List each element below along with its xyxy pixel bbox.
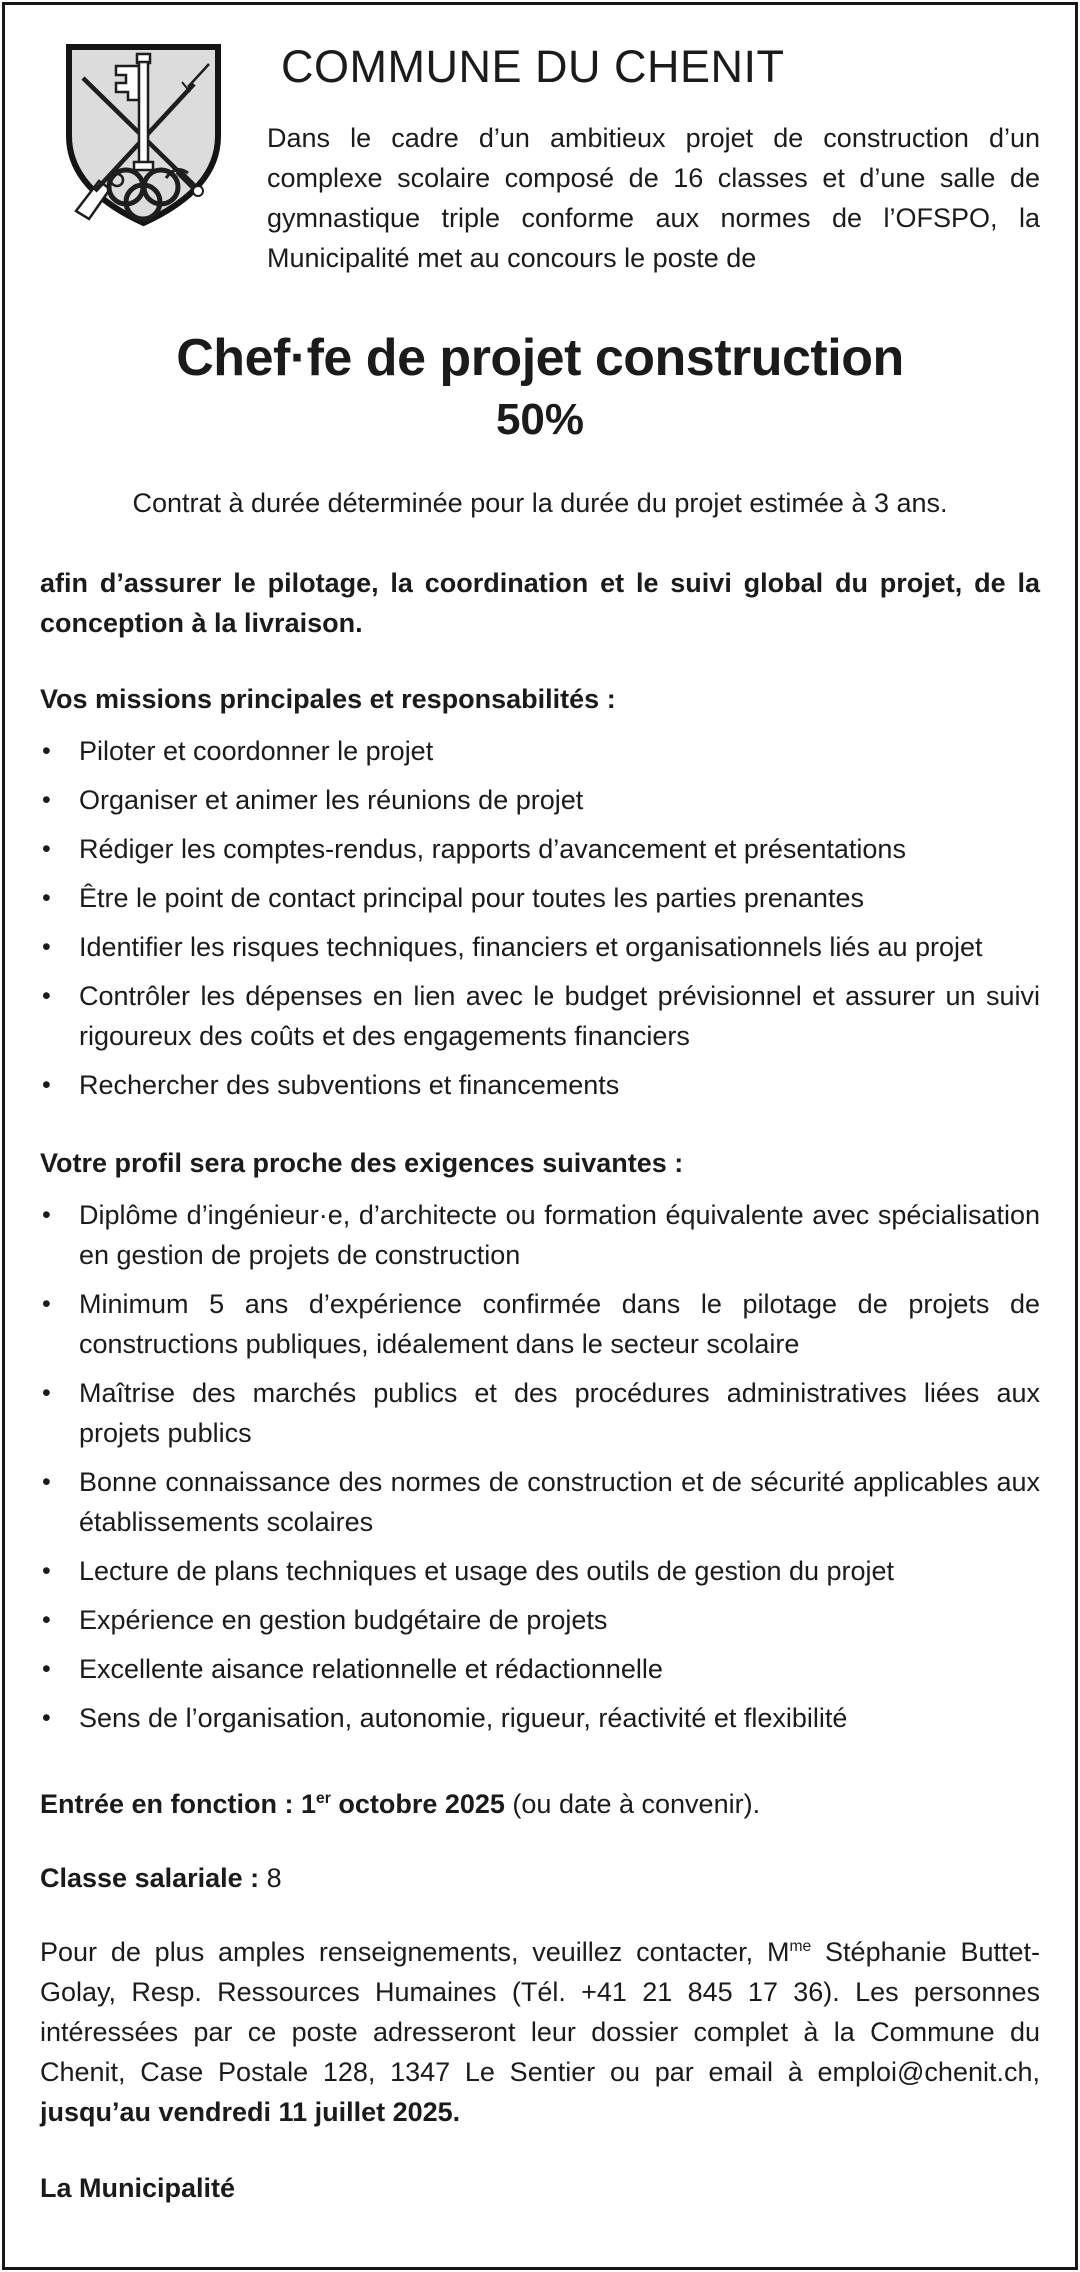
- salary-class-label: Classe salariale :: [40, 1862, 260, 1893]
- profile-item: • Minimum 5 ans d’expérience confirmée dans le pilotage de projets de constructions publiques, idéalement dans le secteur scolaire: [42, 1284, 1040, 1364]
- profile-item: • Bonne connaissance des normes de construction et de sécurité applicables aux établissements scolaires: [42, 1462, 1040, 1542]
- header-text-block: [267, 40, 1040, 278]
- coat-of-arms-icon: [62, 40, 225, 235]
- contact-superscript: me: [789, 1937, 812, 1955]
- application-deadline: jusqu’au vendredi 11 juillet 2025.: [40, 2096, 461, 2127]
- mission-item: • Organiser et animer les réunions de projet: [42, 780, 1040, 820]
- job-title: Chef·fe de projet construction: [176, 328, 904, 387]
- contact-text: Stéphanie Buttet-Golay, Resp. Ressources Humaines (Tél. +41 21 845 17 36). Les personnes intéressées par ce poste adresseront leur dossier complet à la Commune du Chenit, Case Postale 128, 1347 Le Sentier ou par email à emploi@chenit.ch,: [40, 1936, 1040, 2087]
- start-date-label: Entrée en fonction : 1: [40, 1788, 317, 1819]
- employment-rate: 50%: [495, 394, 585, 444]
- missions-list: [40, 731, 1040, 1105]
- salary-class-line: [40, 1858, 1040, 1898]
- mission-statement: afin d’assurer le pilotage, la coordination et le suivi global du projet, de la conception à la livraison.: [40, 567, 1040, 638]
- intro-paragraph: Dans le cadre d’un ambitieux projet de construction d’un complexe scolaire composé de 16 classes et d’une salle de gymnastique triple conforme aux normes de l’OFSPO, la Municipalité met au concours le poste de: [267, 122, 1040, 273]
- mission-item: • Identifier les risques techniques, financiers et organisationnels liés au projet: [42, 927, 1040, 967]
- start-date-superscript: er: [316, 1789, 331, 1807]
- contact-text: Pour de plus amples renseignements, veuillez contacter, M: [40, 1936, 790, 1967]
- contact-paragraph: [40, 1932, 1040, 2132]
- mission-item: • Rédiger les comptes-rendus, rapports d’avancement et présentations: [42, 829, 1040, 869]
- profile-item: • Expérience en gestion budgétaire de projets: [42, 1600, 1040, 1640]
- mission-item: • Rechercher des subventions et financements: [42, 1065, 1040, 1105]
- profile-item: • Excellente aisance relationnelle et rédactionnelle: [42, 1649, 1040, 1689]
- profile-list: [40, 1195, 1040, 1738]
- profile-heading: Votre profil sera proche des exigences suivantes :: [40, 1147, 684, 1178]
- mission-item: • Piloter et coordonner le projet: [42, 731, 1040, 771]
- start-date-line: [40, 1784, 1040, 1824]
- organization-name: COMMUNE DU CHENIT: [281, 41, 785, 92]
- mission-item: • Être le point de contact principal pour toutes les parties prenantes: [42, 878, 1040, 918]
- profile-item: • Diplôme d’ingénieur·e, d’architecte ou formation équivalente avec spécialisation en gestion de projets de construction: [42, 1195, 1040, 1275]
- mission-item: • Contrôler les dépenses en lien avec le budget prévisionnel et assurer un suivi rigoureux des coûts et des engagements financiers: [42, 976, 1040, 1056]
- signature: La Municipalité: [40, 2172, 236, 2203]
- profile-item: • Lecture de plans techniques et usage des outils de gestion du projet: [42, 1551, 1040, 1591]
- profile-item: • Sens de l’organisation, autonomie, rigueur, réactivité et flexibilité: [42, 1698, 1040, 1738]
- missions-heading: Vos missions principales et responsabilités :: [40, 683, 616, 714]
- start-date-value: octobre 2025: [330, 1788, 505, 1819]
- salary-class-value: 8: [259, 1862, 282, 1893]
- header: [40, 40, 1040, 278]
- contract-note: Contrat à durée déterminée pour la durée du projet estimée à 3 ans.: [132, 487, 948, 518]
- start-date-note: (ou date à convenir).: [504, 1788, 761, 1819]
- profile-item: • Maîtrise des marchés publics et des procédures administratives liées aux projets publics: [42, 1373, 1040, 1453]
